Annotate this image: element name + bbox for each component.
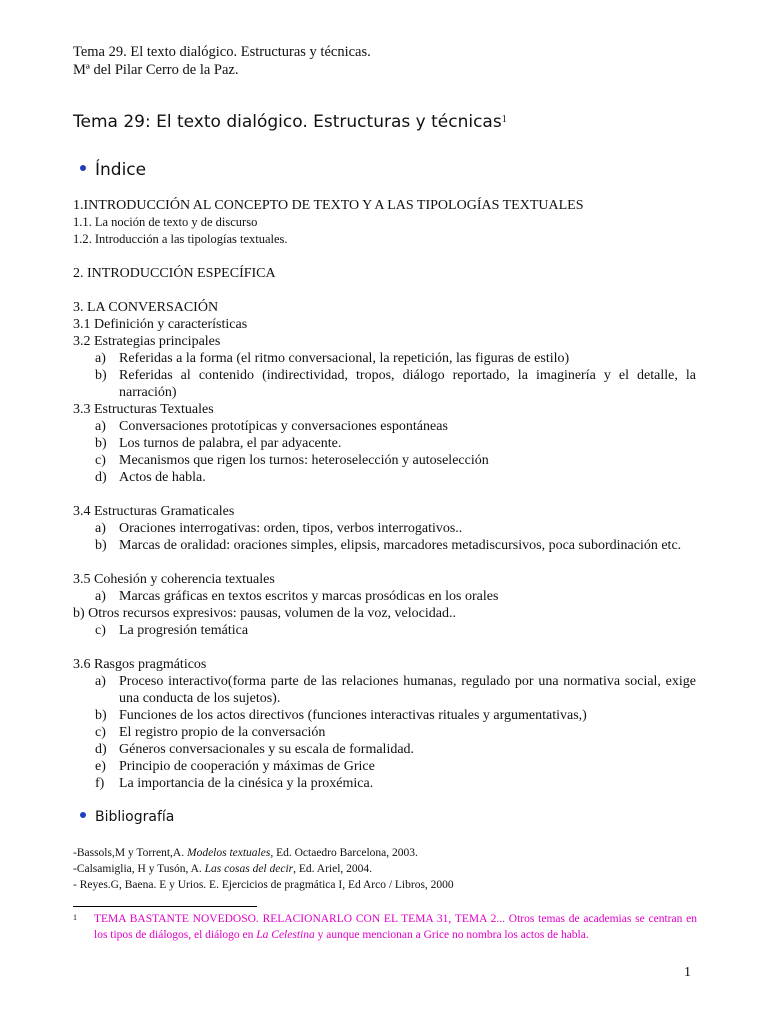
entry-author: -Bassols,M y Torrent,A. bbox=[73, 847, 187, 859]
footnote-title: La Celestina bbox=[256, 929, 315, 941]
bullet-icon bbox=[80, 812, 86, 818]
list-item bbox=[73, 741, 696, 758]
page-number: 1 bbox=[684, 965, 691, 980]
item-label: c) bbox=[95, 623, 106, 638]
item-label: b) bbox=[95, 368, 107, 383]
item-text: Los turnos de palabra, el par adyacente. bbox=[119, 436, 342, 451]
list-item bbox=[73, 622, 696, 639]
header-topic: Tema 29. El texto dialógico. Estructuras y técnicas. bbox=[73, 44, 371, 60]
list-item bbox=[73, 707, 696, 724]
list-item bbox=[73, 758, 696, 775]
item-label: b) bbox=[95, 436, 107, 451]
footnote-text-part: TEMA BASTANTE NOVEDOSO. RELACIONARLO CON EL TEMA 31, TEMA 2... Otros temas de academias se centran en los tipos de diálogos, el diálogo en bbox=[94, 913, 697, 941]
entry-title: Modelos textuales bbox=[186, 847, 271, 859]
item-label: b) bbox=[95, 708, 107, 723]
list-item bbox=[73, 537, 696, 554]
item-label: b) bbox=[95, 538, 107, 553]
page-header bbox=[73, 43, 371, 79]
item-label: a) bbox=[95, 351, 106, 366]
list-item bbox=[73, 520, 696, 537]
list-item bbox=[73, 452, 696, 469]
footnote-text bbox=[73, 911, 697, 943]
list-item bbox=[73, 435, 696, 452]
section-2-title: 2. INTRODUCCIÓN ESPECÍFICA bbox=[73, 266, 276, 281]
document-title bbox=[73, 111, 507, 133]
item-text: Géneros conversacionales y su escala de formalidad. bbox=[119, 742, 415, 757]
item-text: El registro propio de la conversación bbox=[119, 725, 326, 740]
list-item bbox=[73, 418, 696, 435]
item-label: d) bbox=[95, 470, 107, 485]
item-label: a) bbox=[95, 419, 106, 434]
list-item bbox=[73, 673, 696, 707]
bibliography-entry bbox=[73, 877, 454, 893]
footnote-separator bbox=[73, 906, 257, 907]
item-text: Actos de habla. bbox=[119, 470, 206, 485]
item-text: Referidas a la forma (el ritmo conversacional, la repetición, las figuras de estilo) bbox=[119, 351, 570, 366]
item-label: c) bbox=[95, 453, 106, 468]
section-1-title: 1.INTRODUCCIÓN AL CONCEPTO DE TEXTO Y A LAS TIPOLOGÍAS TEXTUALES bbox=[73, 198, 584, 213]
section-3-5: 3.5 Cohesión y coherencia textuales bbox=[73, 572, 275, 587]
bibliography-entry bbox=[73, 861, 454, 877]
bibliography-entry bbox=[73, 845, 454, 861]
footnote-number: 1 bbox=[73, 913, 77, 922]
bullet-icon bbox=[80, 165, 86, 171]
list-item bbox=[73, 469, 696, 486]
item-text: Proceso interactivo(forma parte de las relaciones humanas, regulado por una normativa social, exige una conducta de los sujetos). bbox=[119, 674, 696, 706]
section-3-2: 3.2 Estrategias principales bbox=[73, 334, 221, 349]
list-item: b) Otros recursos expresivos: pausas, volumen de la voz, velocidad.. bbox=[73, 606, 456, 621]
section-3-3: 3.3 Estructuras Textuales bbox=[73, 402, 214, 417]
section-3-title: 3. LA CONVERSACIÓN bbox=[73, 300, 219, 315]
section-1-2: 1.2. Introducción a las tipologías textuales. bbox=[73, 232, 288, 246]
footnote bbox=[73, 911, 697, 943]
section-3-1: 3.1 Definición y características bbox=[73, 317, 248, 332]
entry-author: - Reyes.G, Baena. E y Urios. E. Ejercicios de pragmática I, Ed Arco / Libros, 2000 bbox=[73, 879, 454, 891]
item-label: a) bbox=[95, 674, 106, 689]
item-text: La importancia de la cinésica y la proxémica. bbox=[119, 776, 374, 791]
list-item bbox=[73, 367, 696, 401]
item-label: d) bbox=[95, 742, 107, 757]
item-text: Conversaciones prototípicas y conversaciones espontáneas bbox=[119, 419, 448, 434]
list-item bbox=[73, 588, 696, 605]
item-text: Mecanismos que rigen los turnos: heteroselección y autoselección bbox=[119, 453, 489, 468]
footnote-ref: 1 bbox=[501, 114, 507, 125]
list-item bbox=[73, 775, 696, 792]
item-text: Marcas gráficas en textos escritos y marcas prosódicas en los orales bbox=[119, 589, 499, 604]
footnote-text-part: y aunque mencionan a Grice no nombra los actos de habla. bbox=[314, 929, 589, 941]
item-label: c) bbox=[95, 725, 106, 740]
item-text: Marcas de oralidad: oraciones simples, elipsis, marcadores metadiscursivos, poca subordinación etc. bbox=[119, 538, 682, 553]
section-3-6: 3.6 Rasgos pragmáticos bbox=[73, 657, 207, 672]
entry-author: -Calsamiglia, H y Tusón, A. bbox=[73, 863, 205, 875]
title-text: Tema 29: El texto dialógico. Estructuras y técnicas bbox=[73, 112, 502, 132]
item-label: f) bbox=[95, 776, 105, 791]
list-item bbox=[73, 724, 696, 741]
item-text: Funciones de los actos directivos (funciones interactivas rituales y argumentativas,) bbox=[119, 708, 587, 723]
entry-title: Las cosas del decir bbox=[204, 863, 294, 875]
header-author: Mª del Pilar Cerro de la Paz. bbox=[73, 62, 239, 78]
item-text: Oraciones interrogativas: orden, tipos, verbos interrogativos.. bbox=[119, 521, 463, 536]
item-label: e) bbox=[95, 759, 106, 774]
list-item bbox=[73, 350, 696, 367]
item-label: a) bbox=[95, 521, 106, 536]
item-label: a) bbox=[95, 589, 106, 604]
item-text: La progresión temática bbox=[119, 623, 249, 638]
indice-heading bbox=[80, 160, 146, 180]
section-1-1: 1.1. La noción de texto y de discurso bbox=[73, 215, 258, 229]
item-text: Referidas al contenido (indirectividad, tropos, diálogo reportado, la imaginería y el detalle, la narración) bbox=[119, 368, 696, 400]
item-text: Principio de cooperación y máximas de Grice bbox=[119, 759, 375, 774]
table-of-contents bbox=[73, 197, 696, 792]
bibliografia-heading bbox=[80, 809, 174, 825]
entry-publisher: , Ed. Ariel, 2004. bbox=[293, 863, 373, 875]
bibliografia-heading-text: Bibliografía bbox=[95, 809, 175, 825]
indice-heading-text: Índice bbox=[95, 160, 147, 180]
bibliography-list bbox=[73, 845, 454, 893]
entry-publisher: , Ed. Octaedro Barcelona, 2003. bbox=[270, 847, 418, 859]
section-3-4: 3.4 Estructuras Gramaticales bbox=[73, 504, 235, 519]
